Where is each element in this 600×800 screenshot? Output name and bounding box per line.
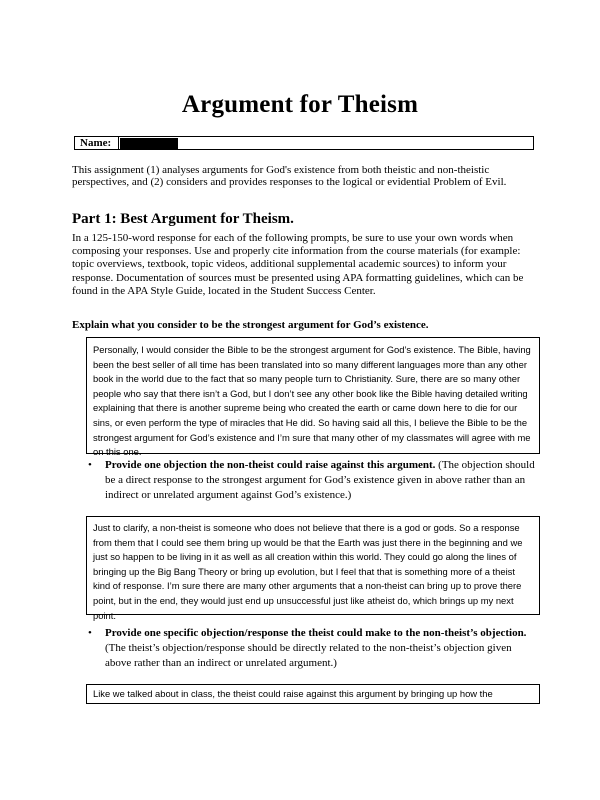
bullet-objection-note: (The objection should be a direct response to the strongest argument for God’s existence given in above rather than an indirect or unrelated argument against God’s existence.) xyxy=(105,459,535,501)
bullet-icon: • xyxy=(88,459,92,471)
bullet-icon: • xyxy=(88,627,92,639)
answer-box-2 xyxy=(86,516,540,621)
bullet-objection-text xyxy=(105,458,535,503)
bullet-objection-prompt: Provide one objection the non-theist could raise against this argument. xyxy=(105,459,436,471)
intro-paragraph: This assignment (1) analyses arguments for God's existence from both theistic and non-theistic perspectives, and (2) considers and provides responses to the logical or evidential Problem of Evil. xyxy=(72,164,507,188)
bullet-response-text xyxy=(105,626,535,671)
name-label: Name: xyxy=(75,136,119,150)
bullet-response-prompt: Provide one specific objection/response the theist could make to the non-theist’s objection. xyxy=(105,627,527,639)
page-title: Argument for Theism xyxy=(181,91,419,118)
answer-2-text: Just to clarify, a non-theist is someone who does not believe that there is a god or gods. So a response from them that I could see them bring up would be that the Earth was just there in the beginning and we just so happen to be living in it as well as all creation within this world. They could go along the lines of bringing up the Big Bang Theory or bring up evolution, but I feel that that is something more of a theist kind of response. I’m sure there are many other arguments that a non-theist can bring up to prove there point, but in the end, they would just end up unsuccessful just like atheist do, which brings up my next point. xyxy=(93,522,523,621)
question-strongest-argument: Explain what you consider to be the strongest argument for God’s existence. xyxy=(72,319,429,331)
part1-instructions: In a 125-150-word response for each of the following prompts, be sure to use your own words when composing your responses. Use and properly cite information from the course materials (for example: topic overviews, textbook, topic videos, additional supplemental academic sources) to inform your response. Documentation of sources must be presented using APA formatting guidelines, which can be found in the APA Style Guide, located in the Student Success Center. xyxy=(72,232,524,297)
name-field-row xyxy=(74,136,534,150)
bullet-response-note: (The theist’s objection/response should be directly related to the non-theist’s objection given above rather than an indirect or unrelated argument.) xyxy=(105,642,512,669)
answer-box-3 xyxy=(86,684,540,704)
name-redaction-bar xyxy=(120,138,178,149)
part1-heading: Part 1: Best Argument for Theism. xyxy=(72,211,294,227)
answer-1-text: Personally, I would consider the Bible to be the strongest argument for God’s existence. The Bible, having been the best seller of all time has been translated into so many different languages more than any other book in the world due to the fact that so many people turn to Christianity. Sure, there are so many other people who say that there isn’t a God, but I don’t see any other book like the Bible having detailed writing explaining that there is another supreme being who created the earth or came down here to die for our sins, or even perform the type of miracles that He did. So having said all this, I believe the Bible to be the strongest argument for God’s existence and I’m sure that many other of my classmates will agree with me on this one. xyxy=(93,344,531,458)
answer-box-1 xyxy=(86,337,540,458)
answer-3-text: Like we talked about in class, the theist could raise against this argument by bringing up how the xyxy=(93,688,493,699)
